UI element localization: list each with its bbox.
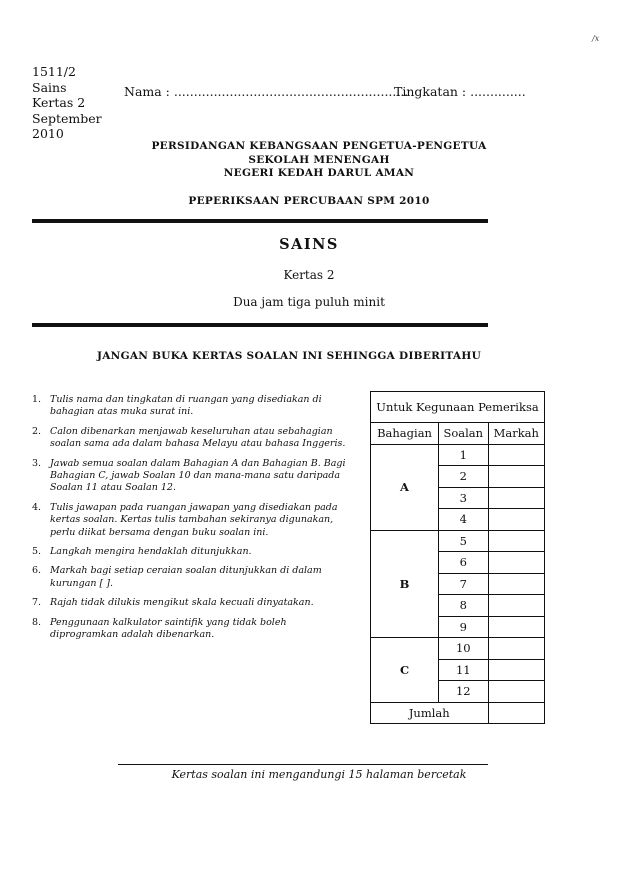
paper-meta [32, 64, 102, 142]
section-c: C [371, 638, 439, 703]
exam-name: PEPERIKSAAN PERCUBAAN SPM 2010 [188, 195, 430, 207]
subject-title: SAINS [279, 236, 339, 253]
col-bahagian: Bahagian [371, 423, 439, 445]
top-rule [32, 219, 488, 223]
total-label: Jumlah [371, 702, 489, 724]
question-number: 6 [439, 552, 488, 574]
col-markah: Markah [488, 423, 545, 445]
mark-cell[interactable] [488, 573, 545, 595]
section-b: B [371, 530, 439, 638]
paper-subject: Sains [32, 79, 67, 95]
mark-cell[interactable] [488, 509, 545, 531]
mark-cell[interactable] [488, 466, 545, 488]
question-number: 8 [439, 595, 488, 617]
examiner-table [370, 391, 545, 724]
paper-label: Kertas 2 [283, 268, 335, 282]
instruction-item: 8. Penggunaan kalkulator saintifik yang tidak boleh diprogramkan adalah dibenarkan. [32, 616, 287, 641]
question-number: 1 [439, 444, 488, 466]
instruction-item: 7. Rajah tidak dilukis mengikut skala kecuali dinyatakan. [32, 597, 314, 609]
question-number: 9 [439, 616, 488, 638]
examiner-table-title: Untuk Kegunaan Pemeriksa [371, 392, 545, 423]
mark-cell[interactable] [488, 681, 545, 703]
question-number: 2 [439, 466, 488, 488]
instruction-item: 1. Tulis nama dan tingkatan di ruangan yang disediakan di bahagian atas muka surat ini. [32, 394, 322, 418]
header-line-2: SEKOLAH MENENGAH [248, 153, 390, 166]
total-cell[interactable] [488, 702, 545, 724]
section-a: A [371, 444, 439, 530]
mark-cell[interactable] [488, 444, 545, 466]
form-field[interactable]: Tingkatan : .............. [394, 84, 526, 99]
warning-text: JANGAN BUKA KERTAS SOALAN INI SEHINGGA DIBERITAHU [96, 350, 482, 362]
question-number: 11 [439, 659, 488, 681]
middle-rule [32, 323, 488, 327]
instructions-list [32, 394, 357, 649]
mark-cell[interactable] [488, 616, 545, 638]
header-line-3: NEGERI KEDAH DARUL AMAN [223, 167, 415, 179]
page-count-footer: Kertas soalan ini mengandungi 15 halaman bercetak [171, 768, 467, 781]
instruction-item: 4. Tulis jawapan pada ruangan jawapan yang disediakan pada kertas soalan. Kertas tulis tambahan sekiranya digunakan, perlu diikat bersama dengan buku soalan ini. [32, 501, 338, 538]
name-field[interactable]: Nama : ........................................................... [124, 84, 409, 99]
header-line-1: PERSIDANGAN KEBANGSAAN PENGETUA-PENGETUA [151, 140, 487, 152]
footer-rule [118, 764, 488, 765]
paper-code: 1511/2 [32, 64, 76, 79]
paper-year: 2010 [32, 126, 64, 141]
question-number: 10 [439, 638, 488, 660]
mark-cell[interactable] [488, 487, 545, 509]
paper-number: Kertas 2 [32, 95, 86, 110]
mark-cell[interactable] [488, 659, 545, 681]
question-number: 4 [439, 509, 488, 531]
instruction-item: 3. Jawab semua soalan dalam Bahagian A dan Bahagian B. Bagi Bahagian C, jawab Soalan 10 dan mana-mana satu daripada Soalan 11 atau Soalan 12. [32, 457, 346, 494]
instruction-item: 5. Langkah mengira hendaklah ditunjukkan. [32, 546, 252, 558]
col-soalan: Soalan [439, 423, 488, 445]
question-number: 3 [439, 487, 488, 509]
duration: Dua jam tiga puluh minit [233, 295, 385, 309]
question-number: 12 [439, 681, 488, 703]
corner-mark: /x [592, 34, 600, 43]
mark-cell[interactable] [488, 638, 545, 660]
mark-cell[interactable] [488, 595, 545, 617]
question-number: 7 [439, 573, 488, 595]
question-number: 5 [439, 530, 488, 552]
mark-cell[interactable] [488, 530, 545, 552]
organizer-header [0, 140, 638, 181]
instruction-item: 2. Calon dibenarkan menjawab keseluruhan atau sebahagian soalan sama ada dalam bahasa Melayu atau bahasa Inggeris. [32, 425, 346, 450]
instruction-item: 6. Markah bagi setiap ceraian soalan ditunjukkan di dalam kurungan [ ]. [32, 565, 322, 589]
mark-cell[interactable] [488, 552, 545, 574]
paper-month: September [32, 110, 102, 126]
